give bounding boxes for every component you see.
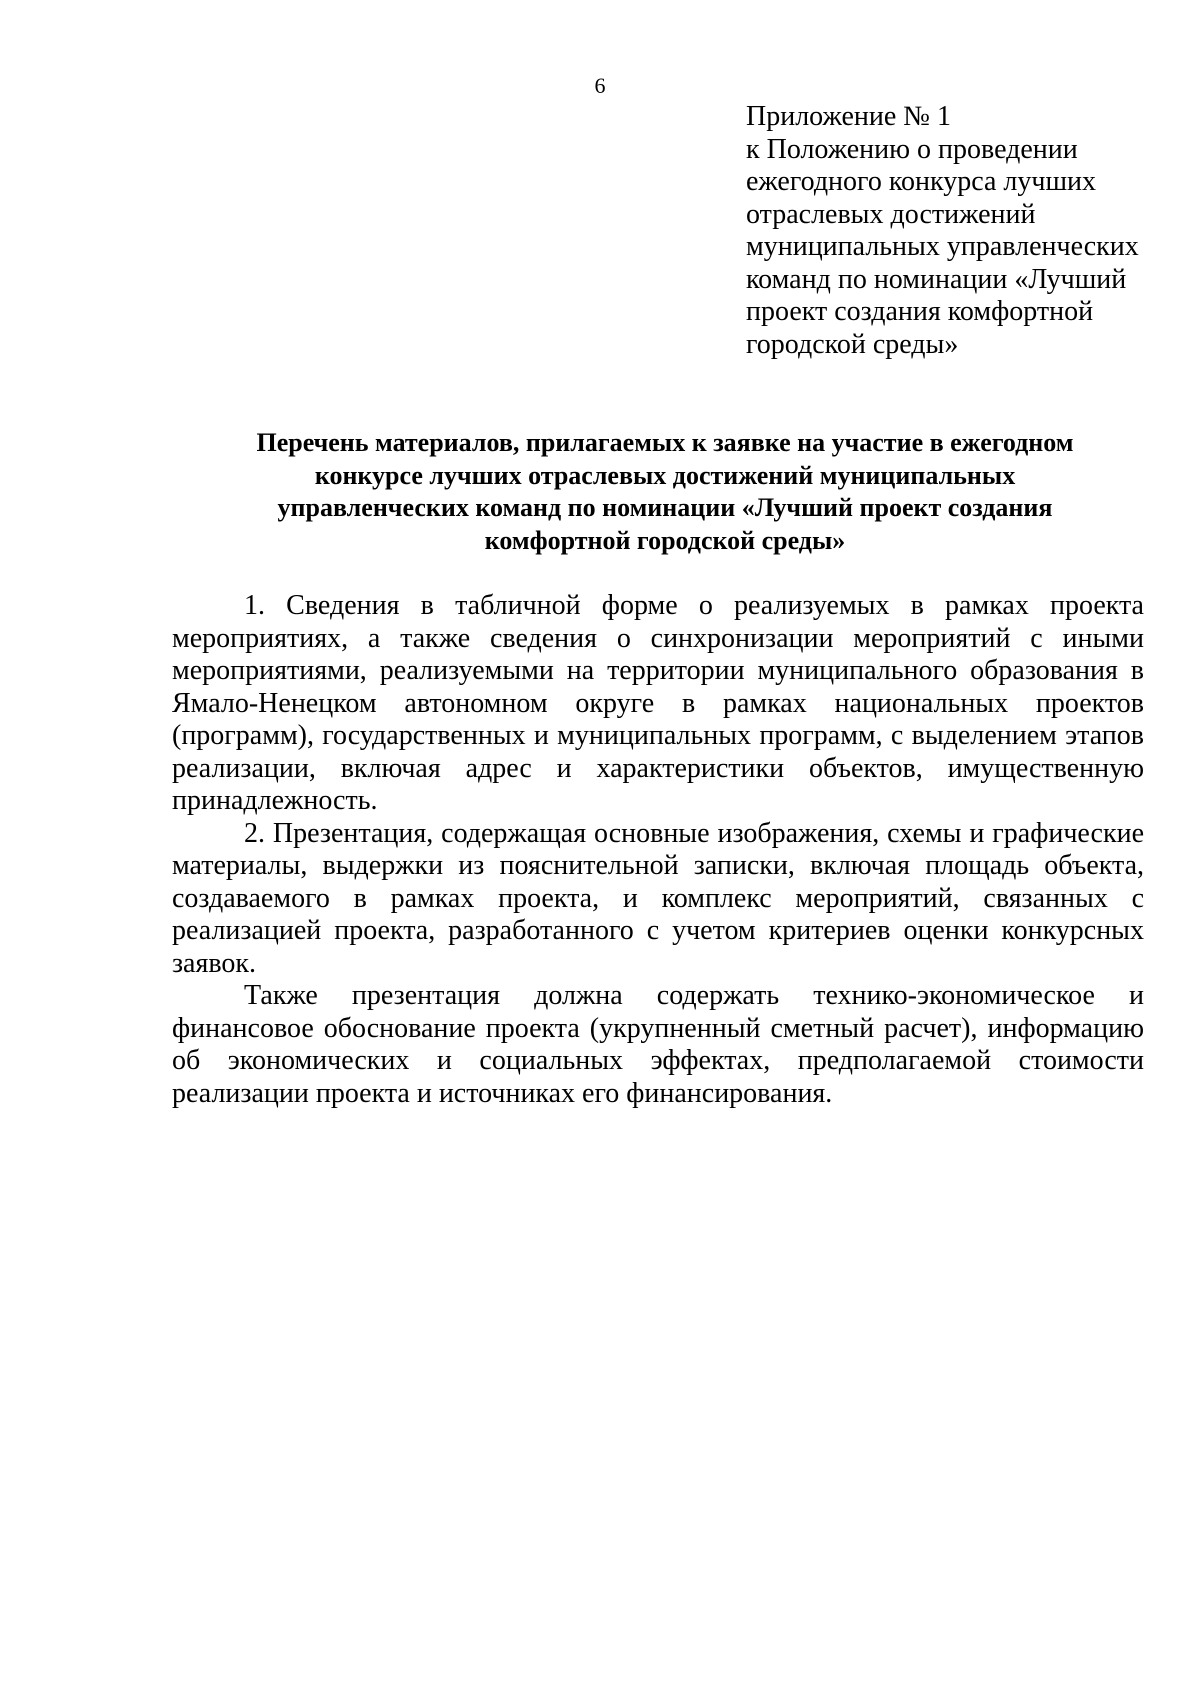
appendix-line: городской среды» — [746, 328, 959, 360]
appendix-line: проект создания комфортной — [746, 296, 1094, 327]
page-number: 6 — [594, 73, 606, 98]
appendix-line: отраслевых достижений — [746, 198, 1036, 230]
paragraph-item-1: 1. Сведения в табличной форме о реализуемых в рамках проекта мероприятиях, а также сведения о синхронизации мероприятий с иными мероприятиями, реализуемыми на территории муниципального образования в Ямало-Ненецком автономном округе в рамках национальных проектов (программ), государственных и муниципальных программ, с выделением этапов реализации, включая адрес и характеристики объектов, имущественную принадлежность. — [172, 590, 1144, 816]
appendix-header — [746, 101, 1166, 361]
title-line: Перечень материалов, прилагаемых к заявке на участие в ежегодном — [256, 428, 1074, 457]
title-line: комфортной городской среды» — [484, 525, 846, 555]
paragraph-item-2: 2. Презентация, содержащая основные изображения, схемы и графические материалы, выдержки из пояснительной записки, включая площадь объекта, создаваемого в рамках проекта, и комплекс мероприятий, связанных с реализацией проекта, разработанного с учетом критериев оценки конкурсных заявок. — [172, 817, 1144, 979]
title-line: управленческих команд по номинации «Лучший проект создания — [277, 493, 1053, 522]
document-title — [160, 427, 1170, 557]
appendix-line: к Положению о проведении — [746, 133, 1078, 165]
document-body — [172, 590, 1144, 1110]
title-line: конкурсе лучших отраслевых достижений муниципальных — [314, 460, 1016, 490]
appendix-line: команд по номинации «Лучший — [746, 263, 1127, 295]
appendix-line: муниципальных управленческих — [746, 231, 1139, 262]
appendix-line: ежегодного конкурса лучших — [746, 166, 1096, 197]
appendix-line: Приложение № 1 — [746, 101, 951, 132]
paragraph-presentation-content: Также презентация должна содержать технико-экономическое и финансовое обоснование проекта (укрупненный сметный расчет), информацию об экономических и социальных эффектах, предполагаемой стоимости реализации проекта и источниках его финансирования. — [172, 980, 1144, 1109]
